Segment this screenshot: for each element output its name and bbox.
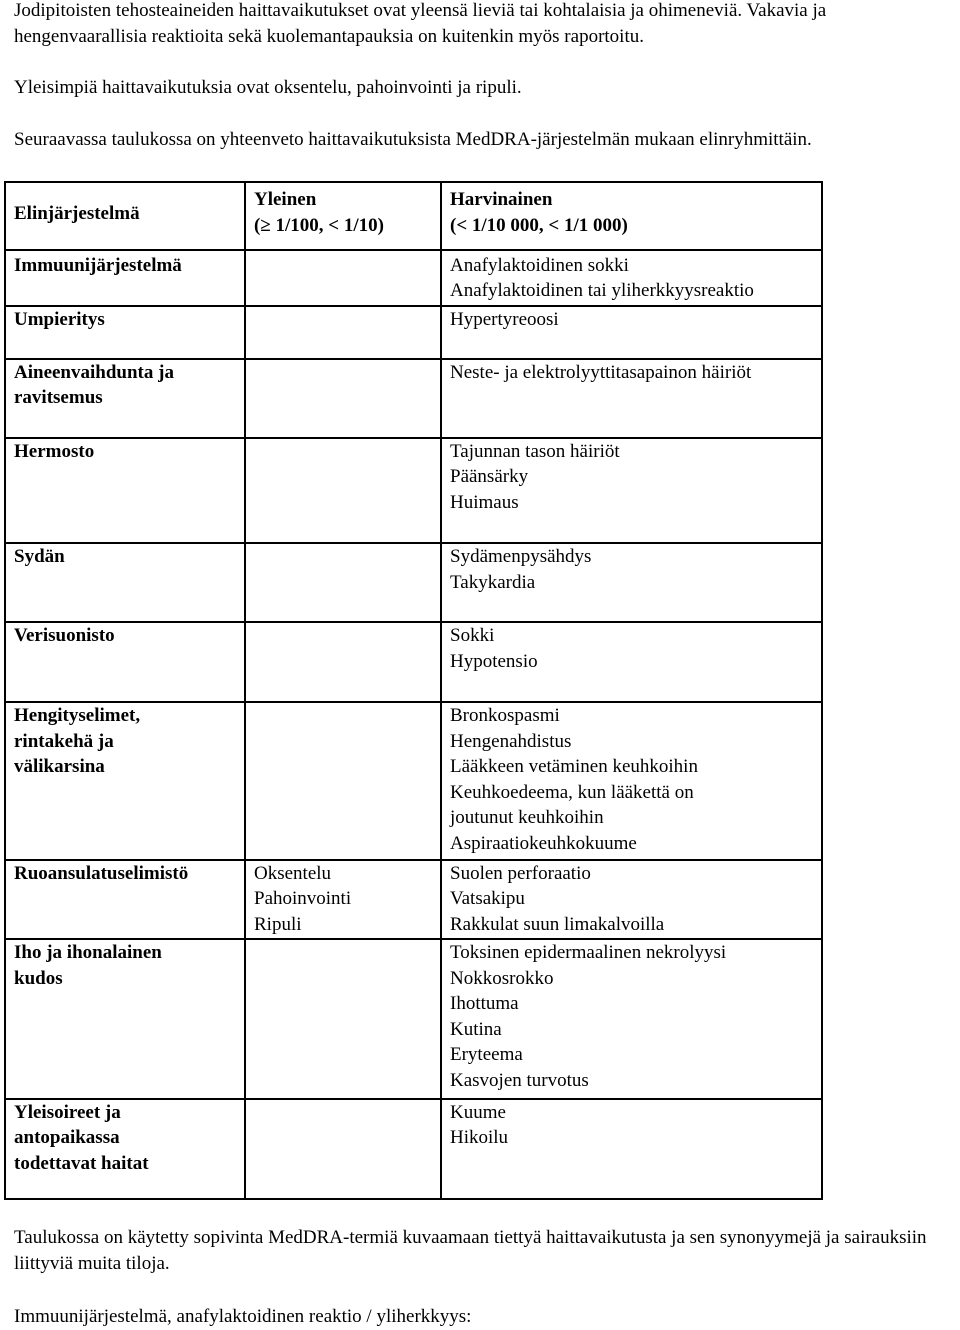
- rare-text: Päänsärky: [450, 466, 529, 488]
- rare-cell: [441, 622, 822, 702]
- rare-text: Suolen perforaatio: [450, 862, 591, 884]
- rare-text: Hikoilu: [450, 1127, 509, 1149]
- soc-text: Verisuonisto: [14, 625, 115, 647]
- rare-cell: [441, 702, 822, 859]
- common-cell: [245, 543, 441, 622]
- rare-text: Sokki: [450, 625, 495, 647]
- soc-cell: [5, 1099, 245, 1199]
- rare-text: Kasvojen turvotus: [450, 1069, 589, 1091]
- soc-cell: [5, 359, 245, 438]
- soc-text: Sydän: [14, 546, 65, 568]
- soc-cell: [5, 250, 245, 306]
- common-text: Ripuli: [254, 913, 302, 935]
- rare-text: Aspiraatiokeuhkokuume: [450, 832, 637, 854]
- table-row: [5, 1099, 822, 1199]
- rare-text: Toksinen epidermaalinen nekrolyysi: [450, 942, 727, 964]
- soc-text: Yleisoireet ja: [14, 1101, 121, 1123]
- rare-text: Anafylaktoidinen tai yliherkkyysreaktio: [450, 280, 754, 302]
- soc-text: Immuunijärjestelmä: [14, 254, 182, 276]
- table-intro-paragraph: Seuraavassa taulukossa on yhteenveto haittavaikutuksista MedDRA-järjestelmän mukaan elinryhmittäin.: [14, 129, 812, 150]
- rare-cell: [441, 359, 822, 438]
- rare-text: Hengenahdistus: [450, 730, 572, 752]
- soc-text: Hermosto: [14, 440, 95, 462]
- table-row: [5, 250, 822, 306]
- rare-text: Hypertyreoosi: [450, 308, 559, 330]
- common-cell: [245, 860, 441, 940]
- table-row: [5, 543, 822, 622]
- section-heading: Immuunijärjestelmä, anafylaktoidinen reaktio / yliherkkyys:: [14, 1306, 472, 1327]
- rare-text: Ihottuma: [450, 993, 519, 1015]
- intro-paragraph: Jodipitoisten tehosteaineiden haittavaikutukset ovat yleensä lieviä tai kohtalaisia ja ohimeneviä. Vakavia ja hengenvaarallisia reaktioita sekä kuolemantapauksia on kuitenkin myös raportoitu.: [14, 0, 827, 47]
- soc-text: kudos: [14, 967, 63, 989]
- rare-text: Hypotensio: [450, 650, 538, 672]
- soc-text: Umpieritys: [14, 308, 105, 330]
- table-row: [5, 939, 822, 1098]
- soc-text: Aineenvaihdunta ja: [14, 361, 174, 383]
- rare-text: Keuhkoedeema, kun lääkettä on: [450, 781, 694, 803]
- rare-text: Sydämenpysähdys: [450, 546, 592, 568]
- header-common: [245, 182, 441, 250]
- table-row: [5, 860, 822, 940]
- soc-cell: [5, 860, 245, 940]
- table-row: [5, 359, 822, 438]
- soc-text: välikarsina: [14, 756, 105, 778]
- table-row: [5, 438, 822, 544]
- header-col2-line2: (≥ 1/100, < 1/10): [254, 214, 384, 236]
- header-col1-text: Elinjärjestelmä: [14, 203, 140, 224]
- soc-text: Ruoansulatuselimistö: [14, 862, 189, 884]
- common-text: Pahoinvointi: [254, 888, 352, 910]
- header-col2-line1: Yleinen: [254, 189, 317, 210]
- rare-cell: [441, 860, 822, 940]
- rare-text: Takykardia: [450, 571, 536, 593]
- meddra-note-paragraph: Taulukossa on käytetty sopivinta MedDRA-termiä kuvaamaan tiettyä haittavaikutusta ja sen synonyymejä ja sairauksiin liittyviä muita tiloja.: [14, 1227, 927, 1274]
- soc-text: antopaikassa: [14, 1127, 120, 1149]
- table-header-row: [5, 182, 822, 250]
- rare-text: Rakkulat suun limakalvoilla: [450, 913, 665, 935]
- common-cell: [245, 438, 441, 544]
- header-rare: [441, 182, 822, 250]
- common-cell: [245, 359, 441, 438]
- rare-text: Anafylaktoidinen sokki: [450, 254, 629, 276]
- common-cell: [245, 1099, 441, 1199]
- common-cell: [245, 622, 441, 702]
- soc-cell: [5, 939, 245, 1098]
- soc-text: Hengityselimet,: [14, 705, 141, 727]
- header-col3-line2: (< 1/10 000, < 1/1 000): [450, 214, 628, 236]
- soc-cell: [5, 543, 245, 622]
- rare-cell: [441, 939, 822, 1098]
- rare-cell: [441, 250, 822, 306]
- rare-text: Kuume: [450, 1101, 506, 1123]
- soc-text: Iho ja ihonalainen: [14, 942, 162, 964]
- rare-text: Bronkospasmi: [450, 705, 560, 727]
- soc-text: ravitsemus: [14, 387, 103, 408]
- rare-text: Kutina: [450, 1018, 502, 1040]
- rare-text: Lääkkeen vetäminen keuhkoihin: [450, 756, 698, 778]
- rare-cell: [441, 1099, 822, 1199]
- rare-text: Neste- ja elektrolyyttitasapainon häiriöt: [450, 361, 752, 383]
- soc-text: todettavat haitat: [14, 1152, 149, 1174]
- header-col3-line1: Harvinainen: [450, 189, 553, 210]
- soc-text: rintakehä ja: [14, 730, 114, 752]
- common-effects-paragraph: Yleisimpiä haittavaikutuksia ovat oksentelu, pahoinvointi ja ripuli.: [14, 77, 522, 98]
- soc-cell: [5, 306, 245, 359]
- rare-text: Vatsakipu: [450, 888, 525, 910]
- rare-cell: [441, 306, 822, 359]
- rare-text: Tajunnan tason häiriöt: [450, 440, 620, 462]
- common-cell: [245, 250, 441, 306]
- common-cell: [245, 939, 441, 1098]
- soc-cell: [5, 702, 245, 859]
- rare-text: joutunut keuhkoihin: [450, 807, 604, 829]
- header-system-organ-class: [5, 182, 245, 250]
- rare-cell: [441, 543, 822, 622]
- table-row: [5, 306, 822, 359]
- rare-text: Nokkosrokko: [450, 967, 554, 989]
- rare-cell: [441, 438, 822, 544]
- soc-cell: [5, 622, 245, 702]
- adverse-effects-table: [4, 181, 823, 1200]
- common-cell: [245, 306, 441, 359]
- rare-text: Eryteema: [450, 1044, 523, 1066]
- soc-cell: [5, 438, 245, 544]
- table-row: [5, 702, 822, 859]
- common-text: Oksentelu: [254, 862, 332, 884]
- common-cell: [245, 702, 441, 859]
- table-row: [5, 622, 822, 702]
- rare-text: Huimaus: [450, 491, 519, 513]
